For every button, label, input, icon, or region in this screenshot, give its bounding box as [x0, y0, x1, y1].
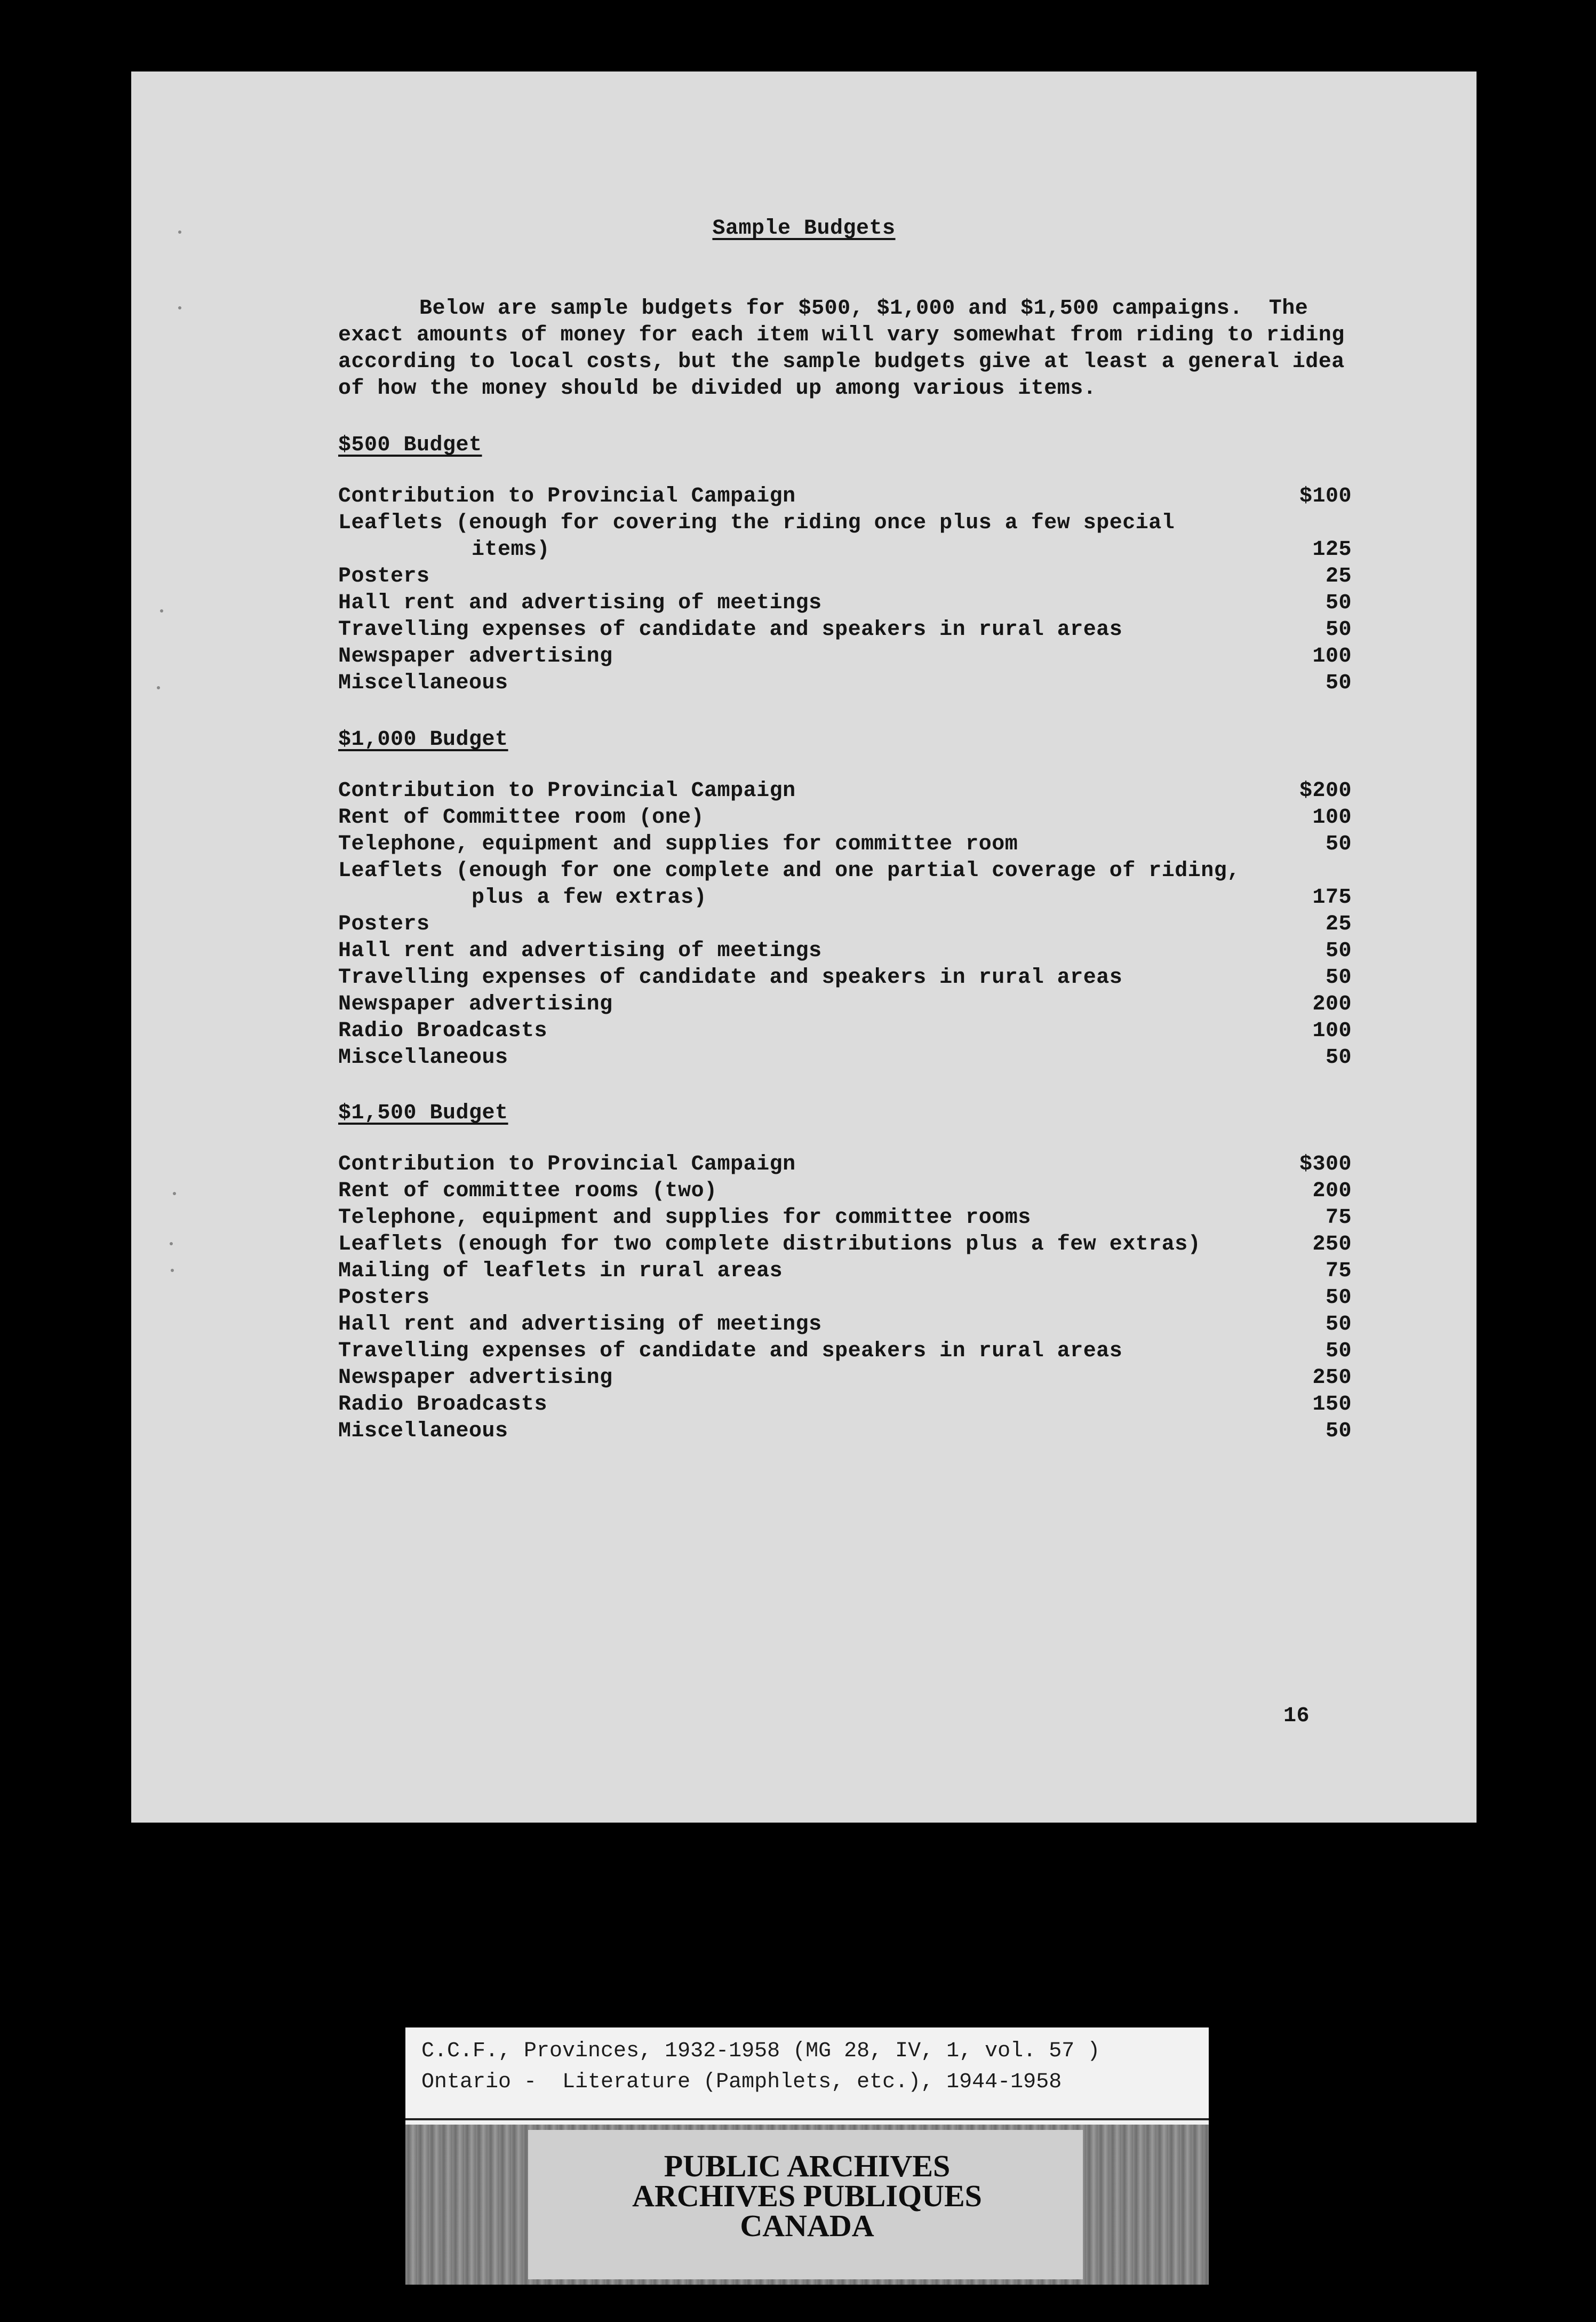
budget-section-500: [338, 432, 1352, 697]
budget-row: [338, 778, 1352, 805]
budget-row: [338, 1338, 1352, 1365]
budget-item-label: Newspaper advertising: [338, 1366, 613, 1390]
budget-item-amount: 25: [1325, 564, 1352, 589]
budget-item-amount: 50: [1325, 1419, 1352, 1443]
budget-item-amount: 175: [1312, 886, 1352, 910]
budget-item-label: Leaflets (enough for covering the riding once plus a few special: [338, 511, 1175, 535]
budget-item-label: Newspaper advertising: [338, 645, 613, 669]
budget-item-label: Hall rent and advertising of meetings: [338, 939, 822, 963]
budget-item-amount: $100: [1299, 484, 1352, 508]
budget-item-amount: 200: [1312, 992, 1352, 1016]
budget-item-amount: 50: [1325, 939, 1352, 963]
intro-line: exact amounts of money for each item will vary somewhat from riding to riding: [338, 323, 1345, 347]
intro-line: according to local costs, but the sample budgets give at least a general idea: [338, 350, 1345, 374]
budget-item-label: Contribution to Provincial Campaign: [338, 484, 796, 508]
budget-item-label: Hall rent and advertising of meetings: [338, 591, 822, 615]
budget-item-amount: 200: [1312, 1179, 1352, 1203]
budget-item-amount: $300: [1299, 1152, 1352, 1176]
budget-item-label: Leaflets (enough for two complete distributions plus a few extras): [338, 1232, 1201, 1257]
budget-heading: $500 Budget: [338, 433, 482, 457]
budget-item-amount: 100: [1312, 645, 1352, 669]
budget-heading: $1,500 Budget: [338, 1101, 508, 1125]
budget-item-label: Rent of committee rooms (two): [338, 1179, 717, 1203]
stamp-line: ARCHIVES PUBLIQUES: [632, 2178, 982, 2213]
budget-row: [338, 1045, 1352, 1071]
budget-item-label: Posters: [338, 1286, 430, 1310]
budget-item-amount: 50: [1325, 671, 1352, 695]
budget-item-label: Contribution to Provincial Campaign: [338, 1152, 796, 1176]
archive-reference-line: Ontario - Literature (Pamphlets, etc.), 1944-1958: [421, 2070, 1062, 2094]
budget-item-amount: 50: [1325, 618, 1352, 642]
budget-row: [338, 831, 1352, 858]
budget-items: [338, 1151, 1352, 1445]
intro-line: of how the money should be divided up among various items.: [338, 377, 1097, 401]
budget-row: [338, 643, 1352, 670]
budget-row: [338, 617, 1352, 643]
budget-item-label: Newspaper advertising: [338, 992, 613, 1016]
stamp-line: CANADA: [740, 2208, 874, 2243]
margin-dot: [178, 230, 181, 234]
budget-row: [338, 1151, 1352, 1178]
budget-item-label-continued: plus a few extras): [472, 886, 707, 910]
margin-dot: [160, 609, 163, 613]
budget-row: [338, 1231, 1352, 1258]
budget-item-amount: 250: [1312, 1366, 1352, 1390]
budget-section-1000: [338, 727, 1352, 1071]
budget-item-label: Rent of Committee room (one): [338, 806, 705, 830]
budget-item-amount: 50: [1325, 1046, 1352, 1070]
margin-dot: [178, 306, 181, 309]
margin-dot: [173, 1192, 176, 1195]
budget-items: [338, 483, 1352, 697]
budget-item-label: Travelling expenses of candidate and speakers in rural areas: [338, 1339, 1123, 1363]
budget-items: [338, 778, 1352, 1071]
document-page: [131, 71, 1477, 1823]
budget-item-amount: 100: [1312, 806, 1352, 830]
budget-item-amount: 125: [1312, 538, 1352, 562]
budget-row: [338, 1418, 1352, 1445]
budget-row: [338, 858, 1352, 911]
budget-item-label: Telephone, equipment and supplies for committee room: [338, 832, 1018, 856]
budget-row: [338, 590, 1352, 617]
budget-row: [338, 938, 1352, 965]
intro-line: Below are sample budgets for $500, $1,000 and $1,500 campaigns. The: [419, 297, 1308, 321]
document-title: [131, 217, 1477, 241]
budget-item-label: Mailing of leaflets in rural areas: [338, 1259, 783, 1283]
page-number: 16: [1283, 1704, 1310, 1728]
budget-row: [338, 1018, 1352, 1045]
budget-item-label: Travelling expenses of candidate and speakers in rural areas: [338, 966, 1123, 990]
margin-dot: [157, 686, 160, 689]
budget-row: [338, 805, 1352, 831]
divider: [405, 2118, 1209, 2120]
budget-item-amount: 75: [1325, 1206, 1352, 1230]
budget-item-amount: $200: [1299, 779, 1352, 803]
budget-item-amount: 50: [1325, 966, 1352, 990]
budget-item-amount: 250: [1312, 1232, 1352, 1257]
budget-row: [338, 911, 1352, 938]
budget-row: [338, 1178, 1352, 1205]
budget-section-1500: [338, 1100, 1352, 1445]
budget-item-label: Miscellaneous: [338, 1419, 508, 1443]
budget-item-amount: 100: [1312, 1019, 1352, 1043]
budget-item-amount: 50: [1325, 591, 1352, 615]
stamp-line: PUBLIC ARCHIVES: [664, 2149, 951, 2183]
budget-item-label: Miscellaneous: [338, 671, 508, 695]
document-title-text: Sample Budgets: [712, 217, 896, 241]
budget-row: [338, 1311, 1352, 1338]
budget-item-label-continued: items): [472, 538, 550, 562]
budget-item-label: Posters: [338, 564, 430, 589]
budget-row: [338, 510, 1352, 563]
archives-stamp: [405, 2125, 1209, 2285]
budget-item-amount: 50: [1325, 832, 1352, 856]
budget-item-amount: 50: [1325, 1313, 1352, 1337]
budget-heading: $1,000 Budget: [338, 728, 508, 752]
budget-row: [338, 965, 1352, 991]
archive-reference-line: C.C.F., Provinces, 1932-1958 (MG 28, IV, 1, vol. 57 ): [421, 2039, 1100, 2063]
budget-item-label: Telephone, equipment and supplies for committee rooms: [338, 1206, 1031, 1230]
budget-item-amount: 25: [1325, 912, 1352, 936]
budget-row: [338, 1365, 1352, 1391]
budget-item-label: Leaflets (enough for one complete and one partial coverage of riding,: [338, 859, 1240, 883]
budget-item-label: Radio Broadcasts: [338, 1393, 548, 1417]
budget-item-label: Travelling expenses of candidate and speakers in rural areas: [338, 618, 1123, 642]
margin-dot: [170, 1242, 173, 1245]
budget-item-label: Hall rent and advertising of meetings: [338, 1313, 822, 1337]
margin-dot: [171, 1269, 174, 1272]
intro-paragraph: [338, 296, 1512, 402]
budget-row: [338, 670, 1352, 697]
budget-item-label: Radio Broadcasts: [338, 1019, 548, 1043]
budget-item-label: Posters: [338, 912, 430, 936]
budget-item-amount: 75: [1325, 1259, 1352, 1283]
budget-item-amount: 50: [1325, 1286, 1352, 1310]
budget-item-amount: 50: [1325, 1339, 1352, 1363]
archive-reference-card: [405, 2027, 1209, 2285]
budget-item-label: Miscellaneous: [338, 1046, 508, 1070]
budget-row: [338, 1258, 1352, 1285]
budget-row: [338, 563, 1352, 590]
budget-row: [338, 483, 1352, 510]
budget-row: [338, 1205, 1352, 1231]
budget-row: [338, 1391, 1352, 1418]
budget-row: [338, 1285, 1352, 1311]
budget-item-label: Contribution to Provincial Campaign: [338, 779, 796, 803]
budget-row: [338, 991, 1352, 1018]
budget-item-amount: 150: [1312, 1393, 1352, 1417]
